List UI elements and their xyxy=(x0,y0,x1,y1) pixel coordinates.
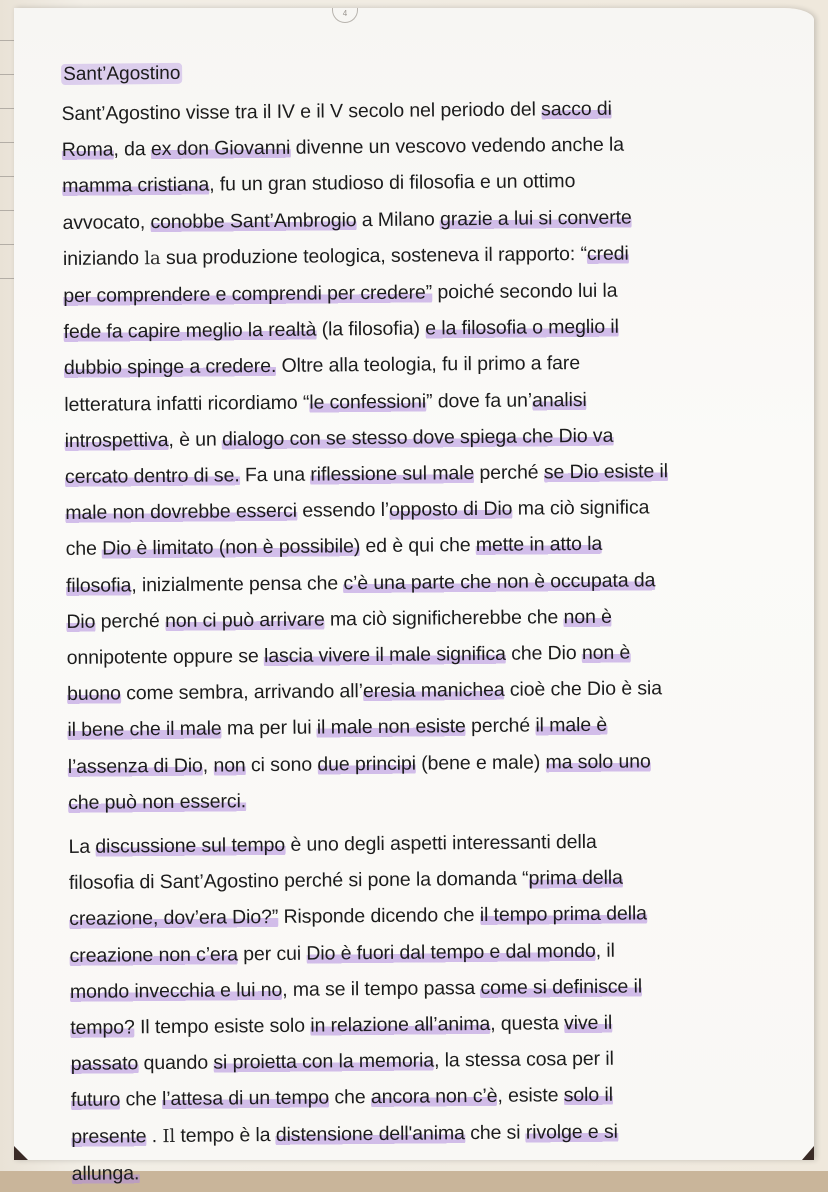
text-segment: , questa xyxy=(490,1012,565,1036)
text-segment: perché xyxy=(465,714,536,738)
text-segment: perché xyxy=(474,461,544,485)
highlighted-text: in relazione all’anima xyxy=(310,1013,491,1037)
highlighted-text: che può non esserci. xyxy=(68,790,247,814)
highlighted-text: mamma cristiana xyxy=(62,173,210,198)
highlighted-text: credi xyxy=(586,242,629,265)
highlighted-text: discussione sul tempo xyxy=(95,833,286,858)
text-segment: (la filosofia) xyxy=(316,317,426,341)
page-number-marker: 4 xyxy=(332,8,358,23)
highlighted-text: mette in atto la xyxy=(475,533,603,557)
highlighted-text: introspettiva xyxy=(64,428,169,452)
text-segment: , inizialmente pensa che xyxy=(131,571,344,596)
highlighted-text: vive il xyxy=(563,1011,613,1035)
highlighted-text: Dio è limitato (non è possibile) xyxy=(102,535,361,561)
text-segment: La xyxy=(68,835,96,859)
text-segment: , fu un gran studioso di filosofia e un ottimo xyxy=(209,170,576,196)
highlighted-text: creazione non c’era xyxy=(69,943,238,967)
text-segment: tempo è la xyxy=(174,1123,276,1147)
highlighted-text: dialogo con se stesso dove spiega che Dio va xyxy=(221,424,614,451)
text-segment: a Milano xyxy=(356,207,441,231)
text-segment: essendo l’ xyxy=(296,499,390,522)
paragraph xyxy=(61,89,828,821)
text-segment: ma per lui xyxy=(221,717,317,740)
highlighted-text: Roma xyxy=(61,138,114,162)
handwritten-correction: la xyxy=(144,247,161,270)
highlighted-text: Dio è fuori dal tempo e dal mondo xyxy=(306,939,596,965)
highlighted-text: solo il xyxy=(563,1084,613,1107)
text-segment: (bene e male) xyxy=(415,751,546,775)
text-segment: che xyxy=(329,1086,372,1109)
text-segment: che Dio xyxy=(505,642,583,665)
highlighted-text: dubbio spinge a credere. xyxy=(63,355,277,380)
highlighted-text: e la filosofia o meglio il xyxy=(425,315,619,340)
highlighted-text: eresia manichea xyxy=(362,679,505,703)
highlighted-text: analisi xyxy=(531,388,587,412)
text-segment: ma ciò significa xyxy=(512,496,650,520)
paragraph xyxy=(68,822,828,1192)
text-segment: cioè che Dio è sia xyxy=(504,677,663,702)
highlighted-text: distensione dell'anima xyxy=(275,1121,465,1146)
text-segment: . xyxy=(146,1124,163,1147)
text-segment: ci sono xyxy=(245,753,318,776)
highlighted-text: il male è xyxy=(535,714,608,737)
document-title xyxy=(61,53,821,90)
text-segment: Il tempo esiste solo xyxy=(134,1014,311,1039)
text-segment: letteratura infatti ricordiamo “ xyxy=(64,391,310,416)
corner-right-mark xyxy=(802,1146,814,1160)
text-segment: Oltre alla teologia, fu il primo a fare xyxy=(276,352,581,378)
highlighted-text: buono xyxy=(66,682,121,706)
highlighted-text: non xyxy=(213,753,246,777)
highlighted-text: lascia vivere il male significa xyxy=(263,642,506,668)
text-segment: perché xyxy=(95,609,166,633)
text-segment: , il xyxy=(595,939,615,962)
document-body xyxy=(61,53,828,1192)
text-segment: quando xyxy=(138,1051,214,1075)
highlighted-text: ex don Giovanni xyxy=(150,137,291,161)
text-segment: ” dove fa un’ xyxy=(425,389,533,413)
highlighted-text: fede fa capire meglio la realtà xyxy=(63,318,317,344)
highlighted-text: non è xyxy=(581,641,631,665)
highlighted-text: passato xyxy=(70,1052,139,1076)
highlighted-text: cercato dentro di se. xyxy=(64,464,240,489)
text-segment: ed è qui che xyxy=(360,534,476,558)
text-segment: ma ciò significherebbe che xyxy=(324,606,564,631)
corner-left-mark xyxy=(14,1146,28,1160)
text-segment: , esiste xyxy=(497,1084,564,1108)
text-line xyxy=(68,778,828,821)
highlighted-text: c’è una parte che non è occupata da xyxy=(343,568,656,594)
highlighted-text: riflessione sul male xyxy=(310,462,475,486)
handwritten-correction: Il xyxy=(162,1125,176,1147)
highlighted-text: l’attesa di un tempo xyxy=(161,1086,330,1111)
text-segment: , da xyxy=(113,138,152,161)
highlighted-text: ancora non c’è xyxy=(370,1085,498,1109)
highlighted-text: male non dovrebbe esserci xyxy=(65,499,298,525)
text-segment: poiché secondo lui la xyxy=(432,279,618,304)
text-segment: Risponde dicendo che xyxy=(278,904,480,929)
highlighted-text: futuro xyxy=(70,1088,121,1112)
highlighted-text: mondo invecchia e lui no xyxy=(69,978,283,1003)
text-segment: divenne un vescovo vedendo anche la xyxy=(290,133,625,160)
paragraphs-container xyxy=(61,89,828,1192)
highlighted-text: presente xyxy=(71,1124,147,1148)
text-segment: filosofia di Sant’Agostino perché si pone la domanda “ xyxy=(68,867,529,895)
text-line xyxy=(72,1149,828,1192)
text-segment: Sant’Agostino visse tra il IV e il V secolo nel periodo del xyxy=(61,98,542,125)
highlighted-text: ma solo uno xyxy=(545,750,651,774)
highlighted-text: l’assenza di Dio xyxy=(67,754,203,778)
highlighted-text: filosofia xyxy=(65,573,132,597)
text-segment: , è un xyxy=(168,428,223,451)
text-segment: , la stessa cosa per il xyxy=(433,1048,614,1072)
text-segment: Fa una xyxy=(239,463,311,487)
highlighted-text: creazione, dov’era Dio?” xyxy=(69,906,279,931)
highlighted-text: per comprendere e comprendi per credere” xyxy=(63,281,433,308)
highlighted-text: prima della xyxy=(528,866,623,890)
printed-sheet xyxy=(14,8,814,1185)
text-segment: onnipotente oppure se xyxy=(66,645,265,670)
text-segment: sua produzione teologica, sosteneva il rapporto: “ xyxy=(160,242,588,269)
text-segment: che xyxy=(65,538,103,561)
highlighted-text: sacco di xyxy=(541,97,612,121)
text-segment: che xyxy=(120,1088,163,1111)
text-segment: come sembra, arrivando all’ xyxy=(120,680,364,705)
text-segment: che si xyxy=(464,1121,526,1144)
highlighted-text: Dio xyxy=(66,610,96,633)
text-segment: , xyxy=(202,754,214,777)
text-segment: per cui xyxy=(237,942,307,966)
highlighted-text: allunga. xyxy=(71,1162,140,1185)
text-segment: è uno degli aspetti interessanti della xyxy=(285,830,597,856)
highlighted-text: due principi xyxy=(317,752,416,776)
highlighted-text: il bene che il male xyxy=(67,717,222,742)
highlighted-text: non ci può arrivare xyxy=(164,608,325,632)
highlighted-text: rivolge e si xyxy=(525,1120,618,1144)
highlighted-title: Sant’Agostino xyxy=(63,62,181,85)
highlighted-text: le confessioni xyxy=(309,390,427,414)
highlighted-text: opposto di Dio xyxy=(388,497,513,522)
text-segment: iniziando xyxy=(62,247,145,270)
highlighted-text: il tempo prima della xyxy=(479,902,647,927)
text-segment: , ma se il tempo passa xyxy=(282,976,481,1001)
highlighted-text: come si definisce il xyxy=(480,975,643,999)
text-segment: avvocato, xyxy=(62,210,151,234)
highlighted-text: il male non esiste xyxy=(316,715,466,740)
highlighted-text: conobbe Sant’Ambrogio xyxy=(150,208,357,233)
highlighted-text: si proietta con la memoria xyxy=(213,1049,435,1074)
highlighted-text: tempo? xyxy=(70,1016,135,1040)
highlighted-text: se Dio esiste il xyxy=(543,460,669,484)
highlighted-text: non è xyxy=(563,605,612,629)
highlighted-text: grazie a lui si converte xyxy=(439,206,632,230)
